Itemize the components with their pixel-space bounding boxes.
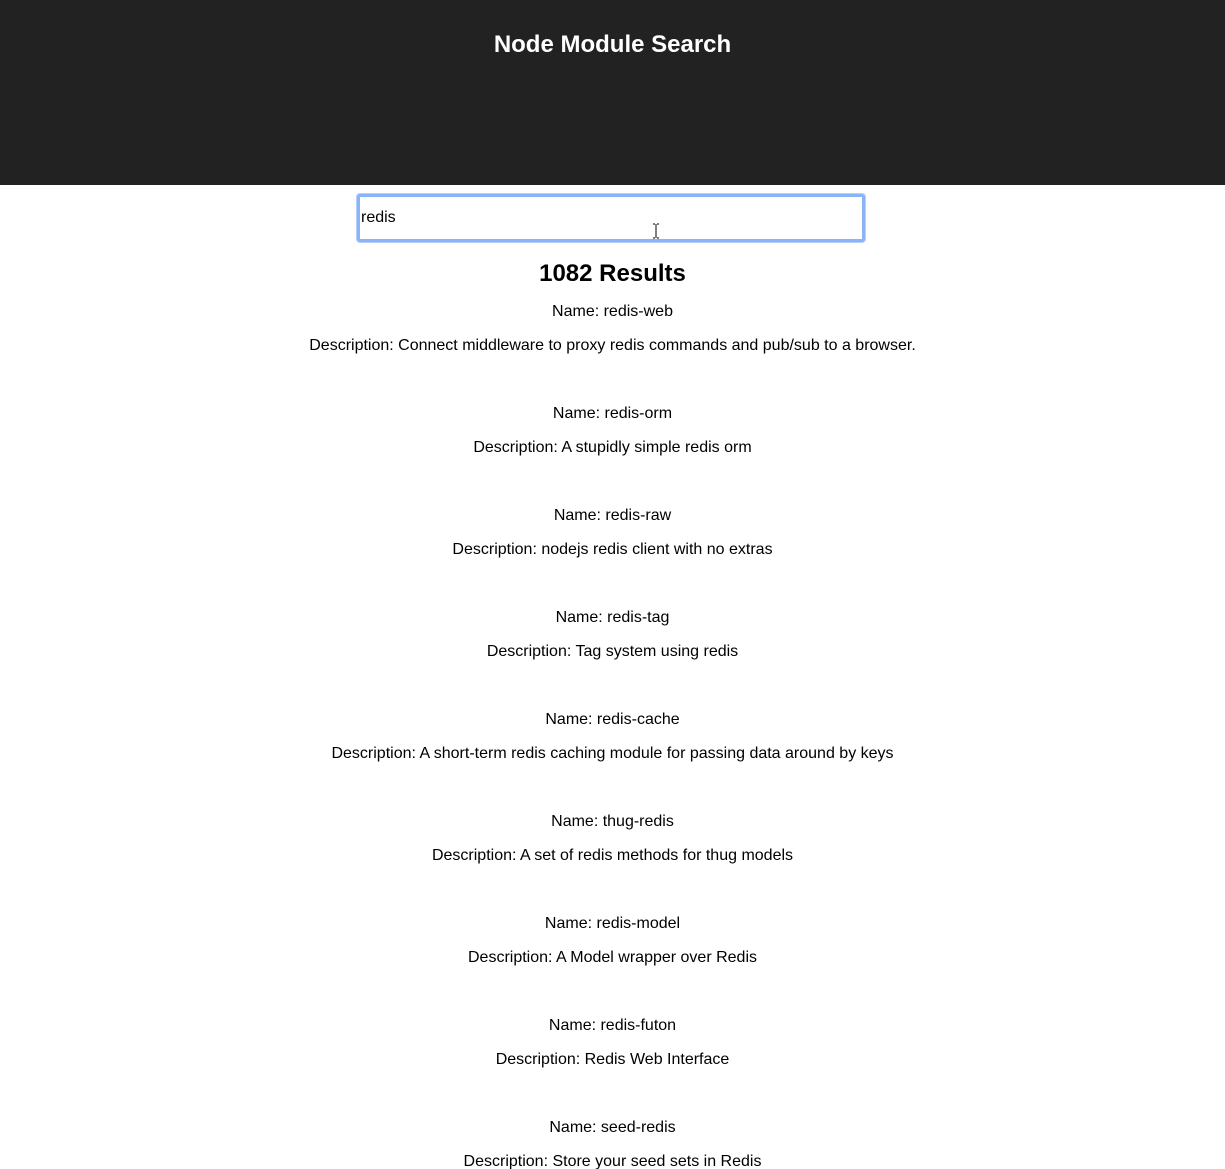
results-list — [0, 288, 1225, 1169]
result-item — [0, 696, 1225, 798]
result-name: Name: redis-raw — [553, 507, 672, 524]
result-name: Name: redis-cache — [545, 711, 680, 728]
text-cursor-icon — [651, 223, 661, 239]
result-name: Name: redis-tag — [555, 609, 670, 626]
result-name: Name: redis-web — [552, 303, 673, 320]
result-description: Description: Connect middleware to proxy redis commands and pub/sub to a browser. — [309, 337, 916, 354]
result-item — [0, 900, 1225, 1002]
page-title: Node Module Search — [493, 31, 732, 58]
result-name: Name: thug-redis — [551, 813, 674, 830]
result-item — [0, 492, 1225, 594]
result-description: Description: Tag system using redis — [486, 643, 739, 660]
result-description: Description: A set of redis methods for thug models — [431, 847, 794, 864]
result-description: Description: A Model wrapper over Redis — [467, 949, 758, 966]
search-input[interactable] — [357, 194, 865, 242]
result-item — [0, 1002, 1225, 1104]
result-description: Description: Store your seed sets in Redis — [463, 1153, 762, 1169]
result-item — [0, 390, 1225, 492]
result-description: Description: Redis Web Interface — [495, 1051, 730, 1068]
result-description: Description: A stupidly simple redis orm — [473, 439, 752, 456]
result-name: Name: redis-model — [544, 915, 681, 932]
result-item — [0, 1104, 1225, 1169]
result-name: Name: redis-orm — [552, 405, 673, 422]
result-name: Name: seed-redis — [549, 1119, 676, 1136]
result-item — [0, 798, 1225, 900]
page-header — [0, 0, 1225, 185]
search-area — [0, 185, 1225, 245]
result-item — [0, 594, 1225, 696]
result-description: Description: A short-term redis caching module for passing data around by keys — [331, 745, 894, 762]
result-name: Name: redis-futon — [548, 1017, 677, 1034]
results-count: 1082 Results — [539, 260, 686, 287]
result-description: Description: nodejs redis client with no extras — [452, 541, 773, 558]
result-item — [0, 288, 1225, 390]
